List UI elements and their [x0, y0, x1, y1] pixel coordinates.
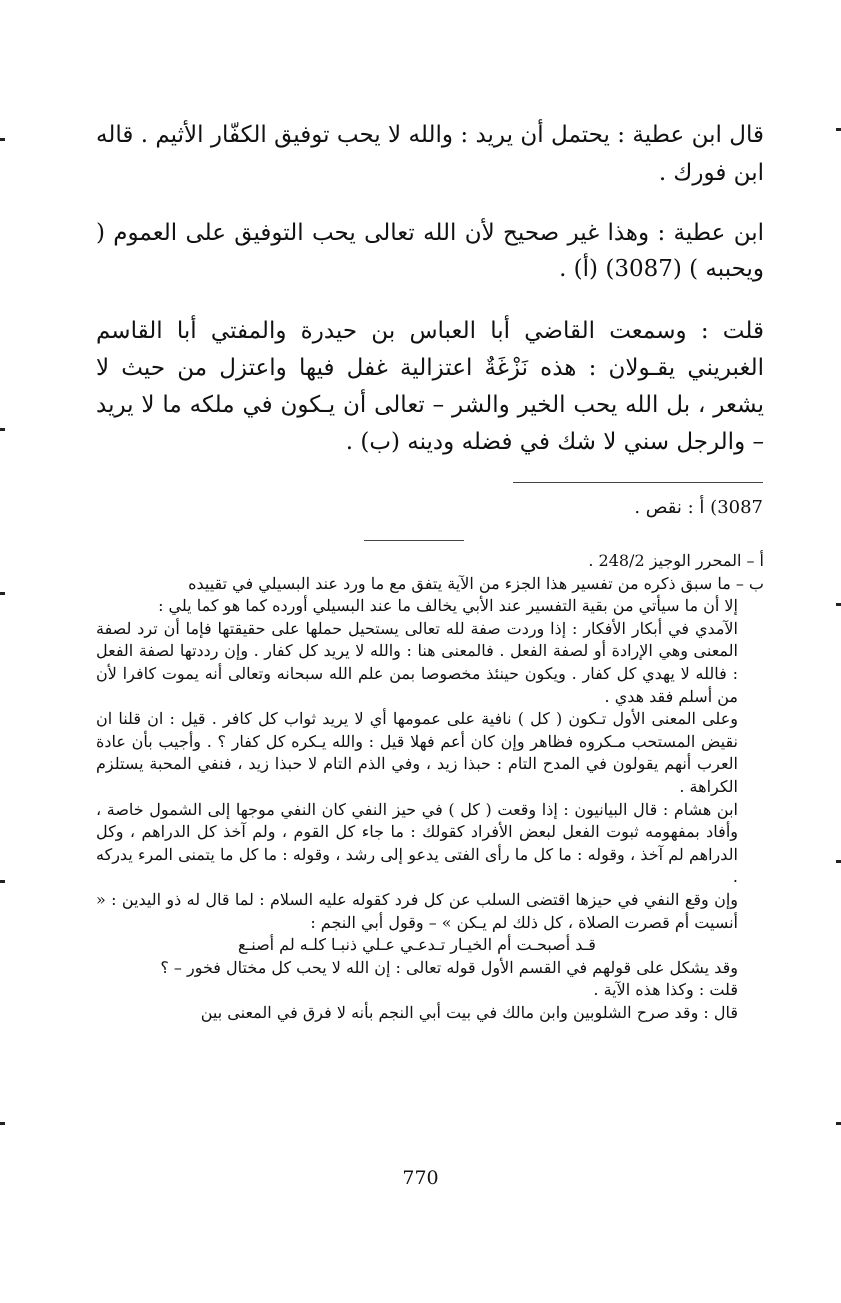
scan-edge-mark — [0, 138, 5, 141]
main-paragraph-1: قال ابن عطية : يحتمل أن يريد : والله لا يحب توفيق الكفّار الأثيم . قاله ابن فورك . — [96, 122, 764, 186]
note-line: وقد يشكل على قولهم في القسم الأول قوله تعالى : إن الله لا يحب كل مختال فخور – ؟ — [160, 957, 738, 977]
scan-edge-mark — [0, 592, 5, 595]
scan-edge-mark — [0, 428, 5, 431]
scan-edge-mark — [836, 1122, 841, 1125]
note-line: وإن وقع النفي في حيزها اقتضى السلب عن كل فرد كقوله عليه السلام : لما قال له ذو اليدين : « أنسيت أم قصرت الصلاة ، كل ذلك لم يـكن » – وقول أبي النجم : — [96, 889, 738, 932]
note-line: الآمدي في أبكار الأفكار : إذا وردت صفة لله تعالى يستحيل حملها على حقيقتها فإما أن ترد لصفة المعنى وهي الإرادة أو لصفة الفعل . فالمعنى هنا : والله لا يريد كل كفار . وإن رددتها لصفة الفعل : فالله لا يهدي كل كفار . ويكون حينئذ مخصوصا بمن علم الله سبحانه وتعالى أنه يموت كافرا لأن من أسلم فقد هدي . — [96, 618, 739, 706]
scan-edge-mark — [0, 1122, 5, 1125]
poem-verse: قـد أصبحـت أم الخيـار تـدعـي عـلي ذنبـا كلـه لم أصنـع — [238, 935, 596, 955]
footnote-3087: 3087) أ : نقص . — [634, 497, 763, 518]
note-line: ابن هشام : قال البيانيون : إذا وقعت ( كل ) في حيز النفي كان النفي موجها إلى الشمول خاصة ، وأفاد بمفهومه ثبوت الفعل لبعض الأفراد كقولك : ما جاء كل القوم ، ولم آخذ كل الدراهم ، وكل الدراهم لم آخذ ، وقوله : ما كل ما رأى الفتى يدعو إلى رشد ، وقوله : ما كل ما يتمنى المرء يدركه . — [96, 799, 738, 887]
scan-edge-mark — [836, 128, 841, 131]
note-line: قلت : وكذا هذه الآية . — [593, 980, 738, 1000]
scan-edge-mark — [836, 603, 841, 606]
scan-edge-mark — [0, 880, 5, 883]
main-paragraph-2: ابن عطية : وهذا غير صحيح لأن الله تعالى يحب التوفيق على العموم ( ويحببه ) (3087) (أ) . — [96, 220, 764, 282]
notes-separator — [364, 540, 464, 541]
footnote-separator — [513, 482, 763, 483]
note-line: قال : وقد صرح الشلوبين وابن مالك في بيت أبي النجم بأنه لا فرق في المعنى بين — [200, 1002, 738, 1022]
note-a: أ – المحرر الوجيز 248/2 . — [588, 551, 764, 570]
note-line: إلا أن ما سيأتي من بقية التفسير عند الأبي يخالف ما عند البسيلي أورده كما هو كما يلي : — [158, 596, 738, 616]
note-line: وعلى المعنى الأول تـكون ( كل ) نافية على عمومها أي لا يريد ثواب كل كافر . قيل : ان قلنا ان نقيض المستحب مـكروه فظاهر وإن كان أعم فهلا قيل : والله يـكره كل كفار ؟ . وأجيب بأن عادة العرب أنهم يقولون في المدح التام : حبذا زيد ، وفي الذم التام لا حبذا زيد ، فنفي المحبة يستلزم الكراهة . — [96, 709, 738, 796]
note-b: ب – ما سبق ذكره من تفسير هذا الجزء من الآية يتفق مع ما ورد عند البسيلي في تقييده — [188, 573, 764, 593]
page-number: 770 — [402, 1167, 439, 1189]
scan-edge-mark — [836, 860, 841, 863]
main-paragraph-3: قلت : وسمعت القاضي أبا العباس بن حيدرة والمفتي أبا القاسم الغبريني يقـولان : هذه نَزْغَةٌ اعتزالية غفل فيها واعتزل من حيث لا يشعر ، بل الله يحب الخير والشر – تعالى أن يـكون في ملكه ما لا يريد – والرجل سني لا شك في فضله ودينه (ب) . — [96, 318, 764, 455]
editor-notes — [96, 550, 764, 1024]
